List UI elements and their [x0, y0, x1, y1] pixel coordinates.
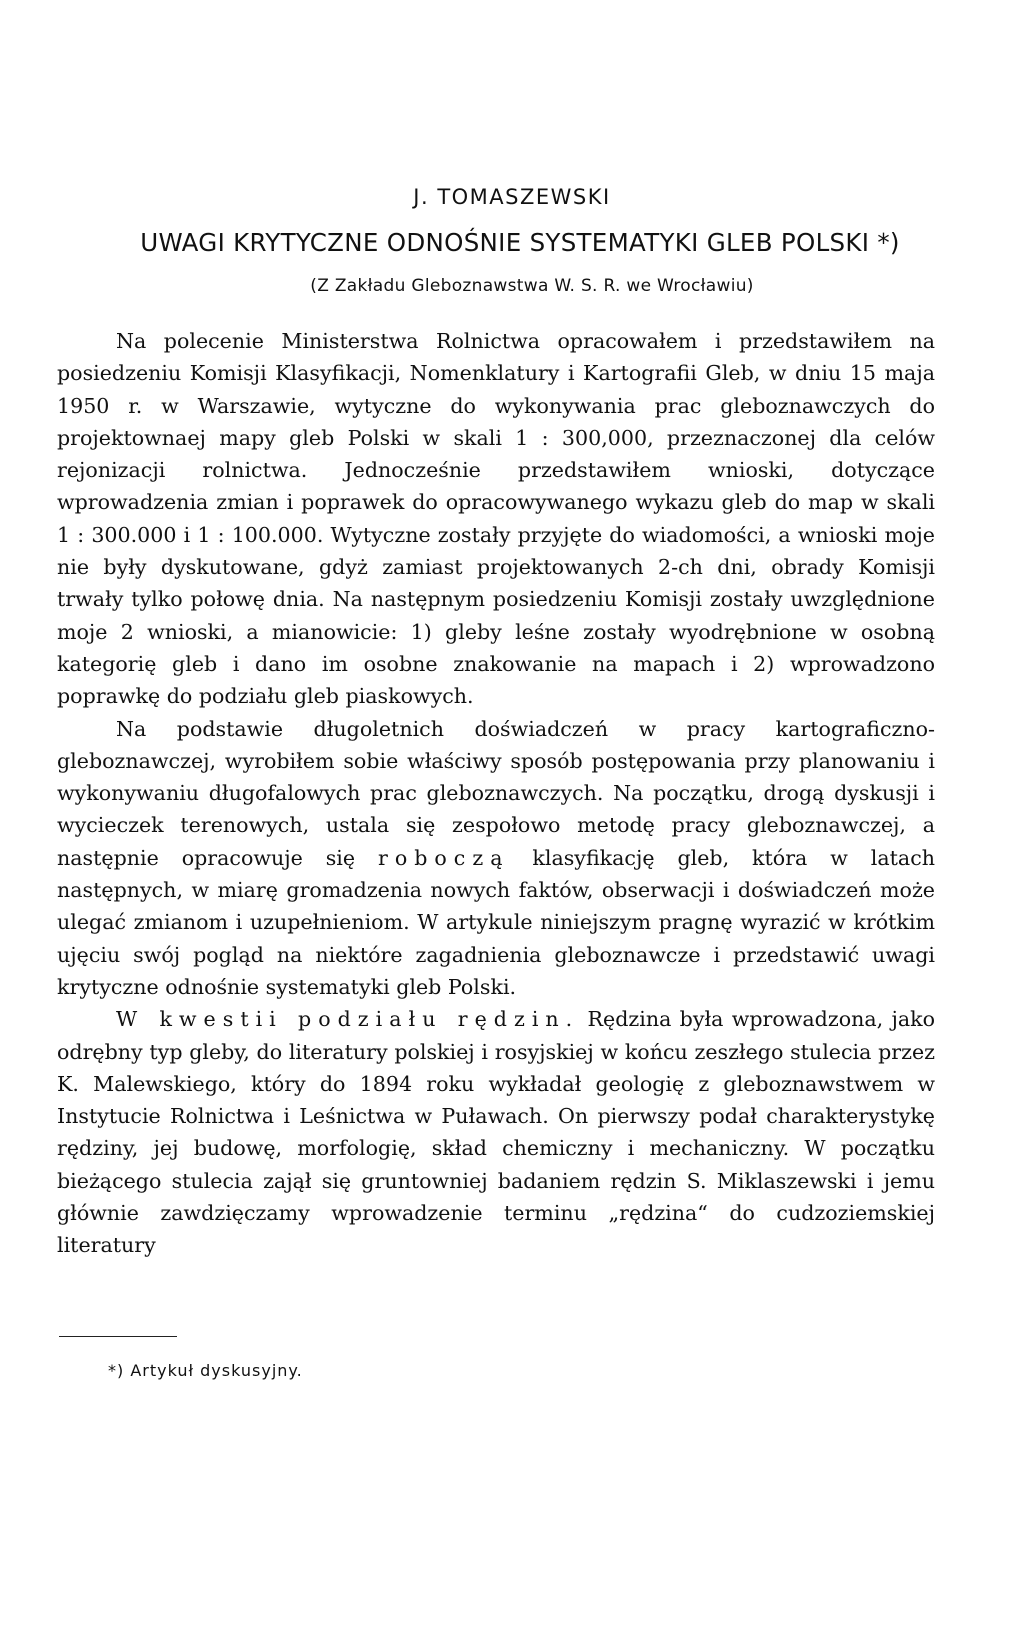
paragraph-3	[57, 1003, 935, 1261]
paragraph-2-part-a: Na podstawie długoletnich doświadczeń w pracy kartograficzno-gleboznawczej, wyrobiłem sobie właściwy sposób postępowania przy planowaniu i wykonywaniu długofalowych prac gleboznawczych. Na początku, drogą dyskusji i wycieczek terenowych, ustala się zespołowo metodę pracy gleboznawczej, a następnie opracowuje się	[57, 716, 935, 870]
affiliation-line: (Z Zakładu Gleboznawstwa W. S. R. we Wrocławiu)	[310, 276, 754, 296]
paragraph-3-text: Rędzina była wprowadzona, jako odrębny typ gleby, do literatury polskiej i rosyjskiej w końcu zeszłego stulecia przez K. Malewskiego, który do 1894 roku wykładał geologię z gleboznawstwem w Instytucie Rolnictwa i Leśnictwa w Puławach. On pierwszy podał charakterystykę rędziny, jej budowę, morfologię, skład chemiczny i mechaniczny. W początku bieżącego stulecia zajął się gruntowniej badaniem rędzin S. Miklaszewski i jemu głównie zawdzięczamy wprowadzenie terminu „rędzina“ do cudzoziemskiej literatury	[57, 1007, 936, 1258]
article-title: UWAGI KRYTYCZNE ODNOŚNIE SYSTEMATYKI GLEB POLSKI *)	[140, 228, 900, 257]
article-body	[57, 325, 935, 1262]
section-heading-spaced: W kwestii podziału rędzin.	[116, 1007, 580, 1032]
footnote-divider	[59, 1336, 177, 1337]
paragraph-1: Na polecenie Ministerstwa Rolnictwa opracowałem i przedstawiłem na posiedzeniu Komisji Klasyfikacji, Nomenklatury i Kartografii Gleb, w dniu 15 maja 1950 r. w Warszawie, wytyczne do wykonywania prac gleboznawczych do projektownaej mapy gleb Polski w skali 1 : 300,000, przeznaczonej dla celów rejonizacji rolnictwa. Jednocześnie przedstawiłem wnioski, dotyczące wprowadzenia zmian i poprawek do opracowywanego wykazu gleb do map w skali 1 : 300.000 i 1 : 100.000. Wytyczne zostały przyjęte do wiadomości, a wnioski moje nie były dyskutowane, gdyż zamiast projektowanych 2-ch dni, obrady Komisji trwały tylko połowę dnia. Na następnym posiedzeniu Komisji zostały uwzględnione moje 2 wnioski, a mianowicie: 1) gleby leśne zostały wyodrębnione w osobną kategorię gleb i dano im osobne znakowanie na mapach i 2) wprowadzono poprawkę do podziału gleb piaskowych.	[57, 329, 935, 709]
paragraph-2	[57, 713, 935, 1004]
paragraph-2-part-b: klasyfikację gleb, która w latach następnych, w miarę gromadzenia nowych faktów, obserwacji i doświadczeń może ulegać zmianom i uzupełnieniom. W artykule niniejszym pragnę wyrazić w krótkim ujęciu swój pogląd na niektóre zagadnienia gleboznawcze i przedstawić uwagi krytyczne odnośnie systematyki gleb Polski.	[57, 845, 935, 999]
emphasis-spaced-word: roboczą	[377, 845, 510, 870]
author-name: J. TOMASZEWSKI	[413, 185, 611, 209]
footnote: *) Artykuł dyskusyjny.	[108, 1361, 303, 1380]
